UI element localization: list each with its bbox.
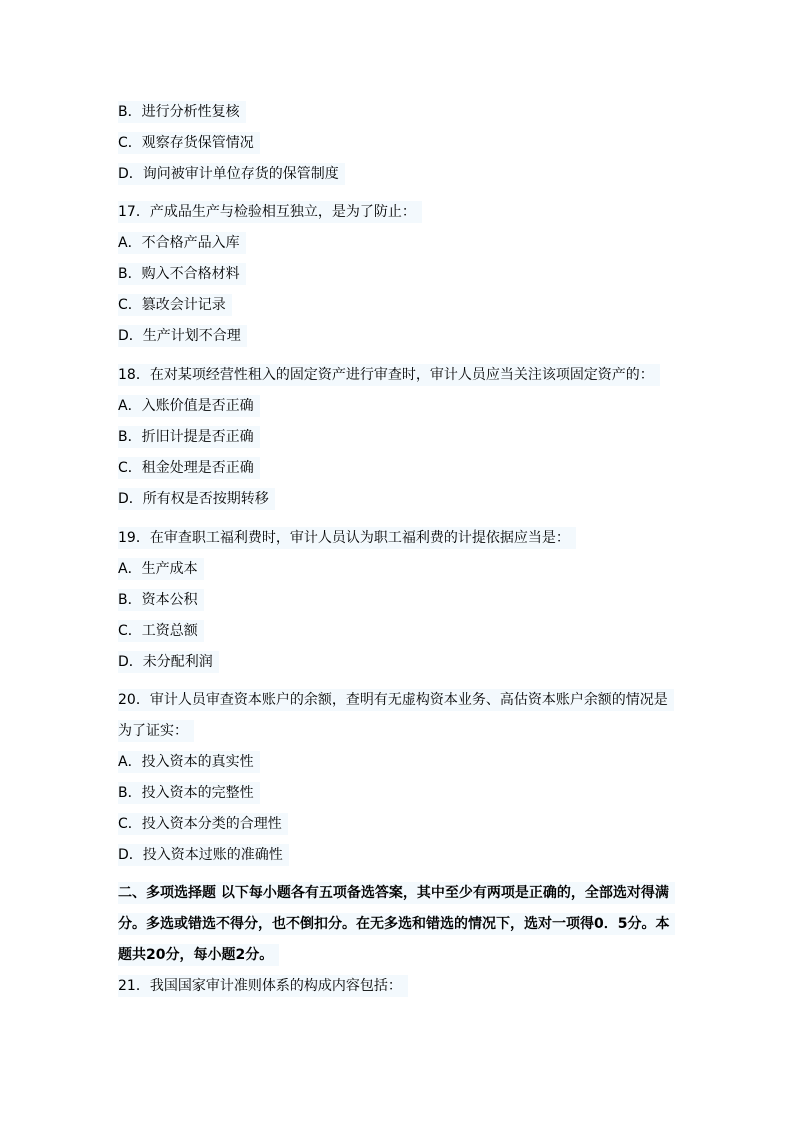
- option-18c: C．租金处理是否正确: [118, 457, 260, 479]
- option-19a: A．生产成本: [118, 558, 204, 580]
- option-17c: C．篡改会计记录: [118, 294, 232, 316]
- section-heading-line1: 二、多项选择题 以下每小题各有五项备选答案，其中至少有两项是正确的，全部选对得满: [118, 882, 675, 904]
- option-16d: D．询问被审计单位存货的保管制度: [118, 163, 345, 185]
- option-16c: C．观察存货保管情况: [118, 132, 260, 154]
- question-19: 19．在审查职工福利费时，审计人员认为职工福利费的计提依据应当是：: [118, 527, 576, 549]
- section-heading-line2: 分。多选或错选不得分，也不倒扣分。在无多选和错选的情况下，选对一项得0．5分。本: [118, 913, 675, 935]
- option-18b: B．折旧计提是否正确: [118, 426, 260, 448]
- option-16b: B．进行分析性复核: [118, 101, 246, 123]
- question-18: 18．在对某项经营性租入的固定资产进行审查时，审计人员应当关注该项固定资产的：: [118, 364, 660, 386]
- option-20a: A．投入资本的真实性: [118, 751, 260, 773]
- section-heading-line3: 题共20分，每小题2分。: [118, 944, 279, 966]
- option-17b: B．购入不合格材料: [118, 263, 246, 285]
- option-17d: D．生产计划不合理: [118, 325, 247, 347]
- option-19b: B．资本公积: [118, 589, 204, 611]
- question-21: 21．我国国家审计准则体系的构成内容包括：: [118, 975, 408, 997]
- option-17a: A．不合格产品入库: [118, 232, 246, 254]
- option-20b: B．投入资本的完整性: [118, 782, 260, 804]
- option-20d: D．投入资本过账的准确性: [118, 844, 289, 866]
- option-20c: C．投入资本分类的合理性: [118, 813, 288, 835]
- option-18a: A．入账价值是否正确: [118, 395, 260, 417]
- option-19d: D．未分配利润: [118, 651, 219, 673]
- option-18d: D．所有权是否按期转移: [118, 488, 275, 510]
- question-17: 17．产成品生产与检验相互独立，是为了防止：: [118, 201, 422, 223]
- question-20-line2: 为了证实：: [118, 720, 194, 742]
- option-19c: C．工资总额: [118, 620, 204, 642]
- question-20-line1: 20．审计人员审查资本账户的余额，查明有无虚构资本业务、高估资本账户余额的情况是: [118, 689, 674, 711]
